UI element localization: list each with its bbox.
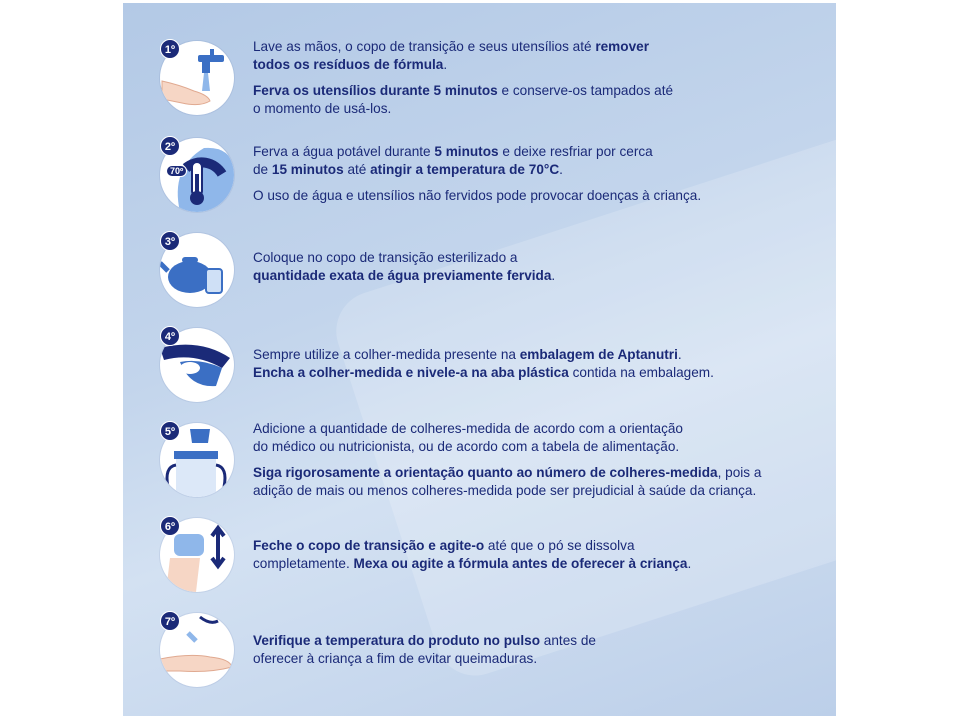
step-number-badge: 7º	[160, 611, 180, 631]
text-line	[253, 161, 701, 179]
text-line	[253, 38, 673, 56]
step-number-badge: 4º	[160, 326, 180, 346]
text-segment: .	[551, 268, 556, 283]
text-segment: .	[687, 556, 692, 571]
bold-text: atingir a temperatura de 70°C	[370, 162, 560, 177]
text-line	[253, 100, 673, 118]
bold-text: 15 minutos	[271, 162, 344, 177]
instructions-panel	[123, 3, 836, 716]
text-segment: até	[343, 162, 371, 177]
step-text	[253, 537, 691, 581]
text-segment: antes de	[540, 633, 596, 648]
bold-text: 5 minutos	[434, 144, 499, 159]
text-segment: Ferva a água potável durante	[253, 144, 435, 159]
text-segment: e deixe resfriar por cerca	[498, 144, 653, 159]
text-segment: até que o pó se dissolva	[484, 538, 635, 553]
thermometer-label: 70º	[166, 165, 187, 177]
text-segment: oferecer à criança a fim de evitar queimaduras.	[253, 651, 538, 666]
text-line	[253, 537, 691, 555]
bold-text: Mexa ou agite a fórmula antes de oferecer à criança	[353, 556, 688, 571]
text-segment: .	[443, 57, 448, 72]
text-line	[253, 346, 714, 364]
text-line	[253, 482, 761, 500]
bold-text: quantidade exata de água previamente fervida	[253, 268, 552, 283]
text-segment: do médico ou nutricionista, ou de acordo com a tabela de alimentação.	[253, 439, 680, 454]
text-segment: Lave as mãos, o copo de transição e seus utensílios até	[253, 39, 596, 54]
text-segment: O uso de água e utensílios não fervidos pode provocar doenças à criança.	[253, 188, 702, 203]
text-line	[253, 267, 555, 285]
bold-text: todos os resíduos de fórmula	[253, 57, 444, 72]
step-number-badge: 1º	[160, 39, 180, 59]
text-segment: .	[559, 162, 563, 177]
step-number-badge: 2º	[160, 136, 180, 156]
step-text	[253, 632, 596, 676]
text-segment: e conserve-os tampados até	[497, 83, 674, 98]
step-text	[253, 346, 714, 390]
text-line	[253, 82, 673, 100]
step-text	[253, 420, 761, 508]
step-paragraph	[253, 82, 673, 118]
step-paragraph	[253, 632, 596, 668]
text-segment: adição de mais ou menos colheres-medida pode ser prejudicial à saúde da criança.	[253, 483, 757, 498]
bold-text: Feche o copo de transição e agite-o	[253, 538, 485, 553]
text-segment: contida na embalagem.	[568, 365, 714, 380]
step-paragraph	[253, 38, 673, 74]
step-paragraph	[253, 346, 714, 382]
text-segment: Adicione a quantidade de colheres-medida de acordo com a orientação	[253, 421, 683, 436]
text-segment: Sempre utilize a colher-medida presente na	[253, 347, 520, 362]
text-line	[253, 56, 673, 74]
step-text	[253, 38, 673, 126]
text-line	[253, 555, 691, 573]
text-line	[253, 249, 555, 267]
step-number-badge: 3º	[160, 231, 180, 251]
text-line	[253, 187, 701, 205]
bold-text: Siga rigorosamente a orientação quanto ao número de colheres-medida	[253, 465, 718, 480]
step-text	[253, 143, 701, 213]
text-line	[253, 438, 761, 456]
text-line	[253, 364, 714, 382]
text-line	[253, 632, 596, 650]
text-segment: , pois a	[717, 465, 762, 480]
text-line	[253, 420, 761, 438]
step-paragraph	[253, 249, 555, 285]
step-paragraph	[253, 187, 701, 205]
step-paragraph	[253, 537, 691, 573]
text-segment: Coloque no copo de transição esterilizado a	[253, 250, 518, 265]
step-paragraph	[253, 464, 761, 500]
bold-text: embalagem de Aptanutri	[519, 347, 678, 362]
step-paragraph	[253, 420, 761, 456]
step-number-badge: 5º	[160, 421, 180, 441]
bold-text: remover	[595, 39, 649, 54]
text-line	[253, 464, 761, 482]
bold-text: Encha a colher-medida e nivele-a na aba plástica	[253, 365, 569, 380]
text-segment: completamente.	[253, 556, 354, 571]
text-segment: .	[677, 347, 682, 362]
bold-text: Verifique a temperatura do produto no pulso	[253, 633, 541, 648]
text-line	[253, 650, 596, 668]
step-number-badge: 6º	[160, 516, 180, 536]
text-line	[253, 143, 701, 161]
step-text	[253, 249, 555, 293]
text-segment: o momento de usá-los.	[253, 101, 392, 116]
bold-text: Ferva os utensílios durante 5 minutos	[253, 83, 498, 98]
step-paragraph	[253, 143, 701, 179]
text-segment: de	[253, 162, 272, 177]
